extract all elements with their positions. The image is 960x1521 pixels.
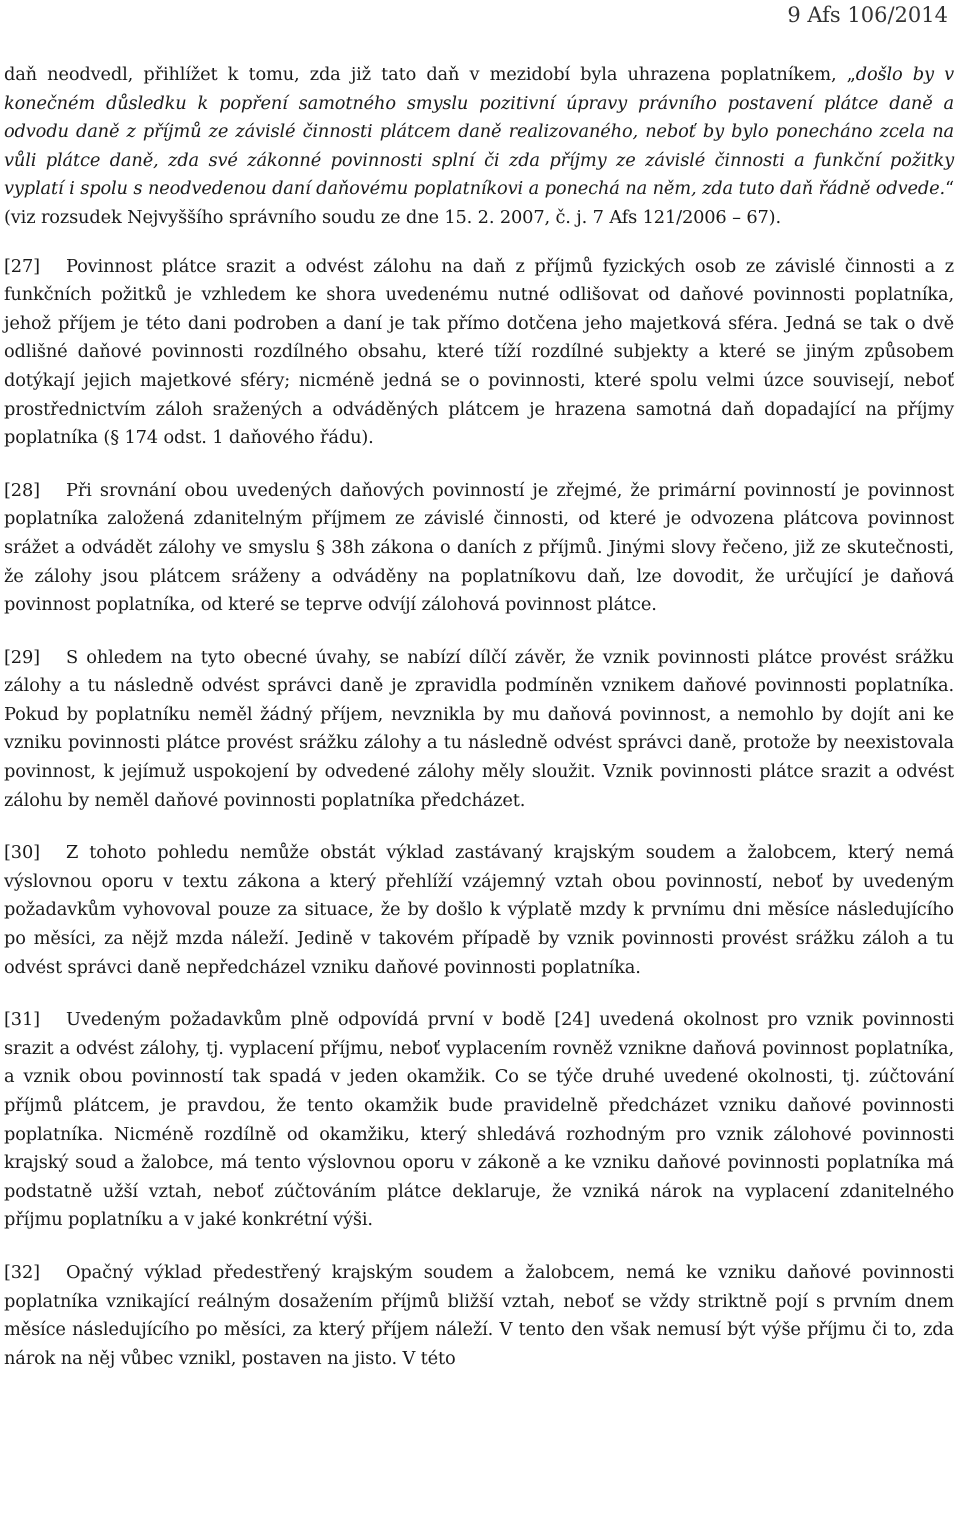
paragraph-text: Povinnost plátce srazit a odvést zálohu na daň z příjmů fyzických osob ze závislé činnosti a z funkčních požitků je vzhledem ke shora uvedenému nutné odlišovat od daňové povinnosti poplatníka, jehož příjem je této dani podroben a daní je tak přímo dotčena jeho majetková sféra. Jedná se tak o dvě odlišné daňové povinnosti rozdílného obsahu, které tíží rozdílné subjekty a které se jiným způsobem dotýkají jejich majetkové sféry; nicméně jedná se o povinnosti, které spolu velmi úzce souvisejí, neboť prostřednictvím záloh sražených a odváděných plátcem je hrazena samotná daň dopadající na příjmy poplatníka (§ 174 odst. 1 daňového řádu). bbox=[4, 255, 954, 449]
paragraph-29 bbox=[4, 644, 954, 816]
paragraph-text: S ohledem na tyto obecné úvahy, se nabízí dílčí závěr, že vznik povinnosti plátce provést srážku zálohy a tu následně odvést správci daně je zpravidla podmíněn vznikem daňové povinnosti poplatníka. Pokud by poplatníku neměl žádný příjem, nevznikla by mu daňová povinnost, a nemohlo by dojít ani ke vzniku povinnosti plátce provést srážku zálohy a tu následně odvést správci daně, protože by neexistovala povinnost, k jejímuž uspokojení by odvedené zálohy měly sloužit. Vznik povinnosti plátce srazit a odvést zálohu by neměl daňové povinnosti poplatníka předcházet. bbox=[4, 646, 954, 811]
paragraph-32 bbox=[4, 1259, 954, 1373]
paragraph-number: [28] bbox=[4, 479, 40, 501]
paragraph-number: [29] bbox=[4, 646, 40, 668]
paragraph-28 bbox=[4, 477, 954, 620]
paragraph-31 bbox=[4, 1006, 954, 1235]
intro-lead: daň neodvedl, přihlížet k tomu, zda již tato daň v mezidobí byla uhrazena poplatníkem, „ bbox=[4, 64, 856, 85]
paragraph-27 bbox=[4, 253, 954, 453]
paragraph-text: Při srovnání obou uvedených daňových povinností je zřejmé, že primární povinností je povinnost poplatníka založená zdanitelným příjmem ze závislé činnosti, od které je odvozena plátcova povinnost srážet a odvádět zálohy ve smyslu § 38h zákona o daních z příjmů. Jinými slovy řečeno, již ze skutečnosti, že zálohy jsou plátcem sráženy a odváděny na poplatníkovu daň, lze dovodit, že určující je daňová povinnost poplatníka, od které se teprve odvíjí zálohová povinnost plátce. bbox=[4, 479, 954, 616]
case-number-header: 9 Afs 106/2014 bbox=[787, 3, 948, 27]
paragraph-text: Uvedeným požadavkům plně odpovídá první v bodě [24] uvedená okolnost pro vznik povinnosti srazit a odvést zálohy, tj. vyplacení příjmu, neboť vyplacením rovněž vznikne daňová povinnost poplatníka, a vznik obou povinností tak spadá v jeden okamžik. Co se týče druhé uvedené okolnosti, tj. zúčtování příjmů plátcem, je pravdou, že tento okamžik bude pravidelně předcházet vzniku daňové povinnosti poplatníka. Nicméně rozdílně od okamžiku, který shledává rozhodným pro vznik zálohové povinnosti krajský soud a žalobce, má tento výslovnou oporu v zákoně a ke vzniku daňové povinnosti poplatníka má podstatně užší vztah, neboť zúčtováním plátce deklaruje, že vzniká nárok na vyplacení zdanitelného příjmu poplatníku a v jaké konkrétní výši. bbox=[4, 1009, 954, 1231]
paragraph-number: [31] bbox=[4, 1009, 40, 1031]
paragraph-number: [27] bbox=[4, 255, 40, 277]
paragraph-30 bbox=[4, 839, 954, 982]
paragraph-text: Z tohoto pohledu nemůže obstát výklad zastávaný krajským soudem a žalobcem, který nemá výslovnou oporu v textu zákona a který přehlíží vzájemný vztah obou povinností, neboť by uvedeným požadavkům vyhovoval pouze za situace, že by došlo k výplatě mzdy k prvnímu dni měsíce následujícího po měsíci, za nějž mzda náleží. Jedině v takovém případě by vznik povinnosti provést srážku záloh a tu odvést správci daně nepředcházel vzniku daňové povinnosti poplatníka. bbox=[4, 842, 954, 978]
paragraph-number: [30] bbox=[4, 842, 40, 864]
intro-tail: “ (viz rozsudek Nejvyššího správního soudu ze dne 15. 2. 2007, č. j. 7 Afs 121/2006 – 67). bbox=[4, 178, 954, 228]
document-body bbox=[4, 61, 954, 1397]
paragraph-text: Opačný výklad předestřený krajským soudem a žalobcem, nemá ke vzniku daňové povinnosti poplatníka vznikající reálným dosažením příjmů bližší vztah, neboť se vždy striktně pojí s prvním dnem měsíce následujícího po měsíci, za který příjem náleží. V tento den však nemusí být výše příjmu či to, zda nárok na něj vůbec vznikl, postaven na jisto. V této bbox=[4, 1261, 954, 1369]
intro-paragraph bbox=[4, 61, 954, 233]
intro-quote: došlo by v konečném důsledku k popření samotného smyslu pozitivní úpravy právního postavení plátce daně a odvodu daně z příjmů ze závislé činnosti plátcem daně realizovaného, neboť by bylo ponecháno zcela na vůli plátce daně, zda své zákonné povinnosti splní či zda příjmy ze závislé činnosti a funkční požitky vyplatí i spolu s neodvedenou daní daňovému poplatníkovi a ponechá na něm, zda tuto daň řádně odvede. bbox=[4, 64, 954, 200]
paragraph-number: [32] bbox=[4, 1261, 40, 1283]
